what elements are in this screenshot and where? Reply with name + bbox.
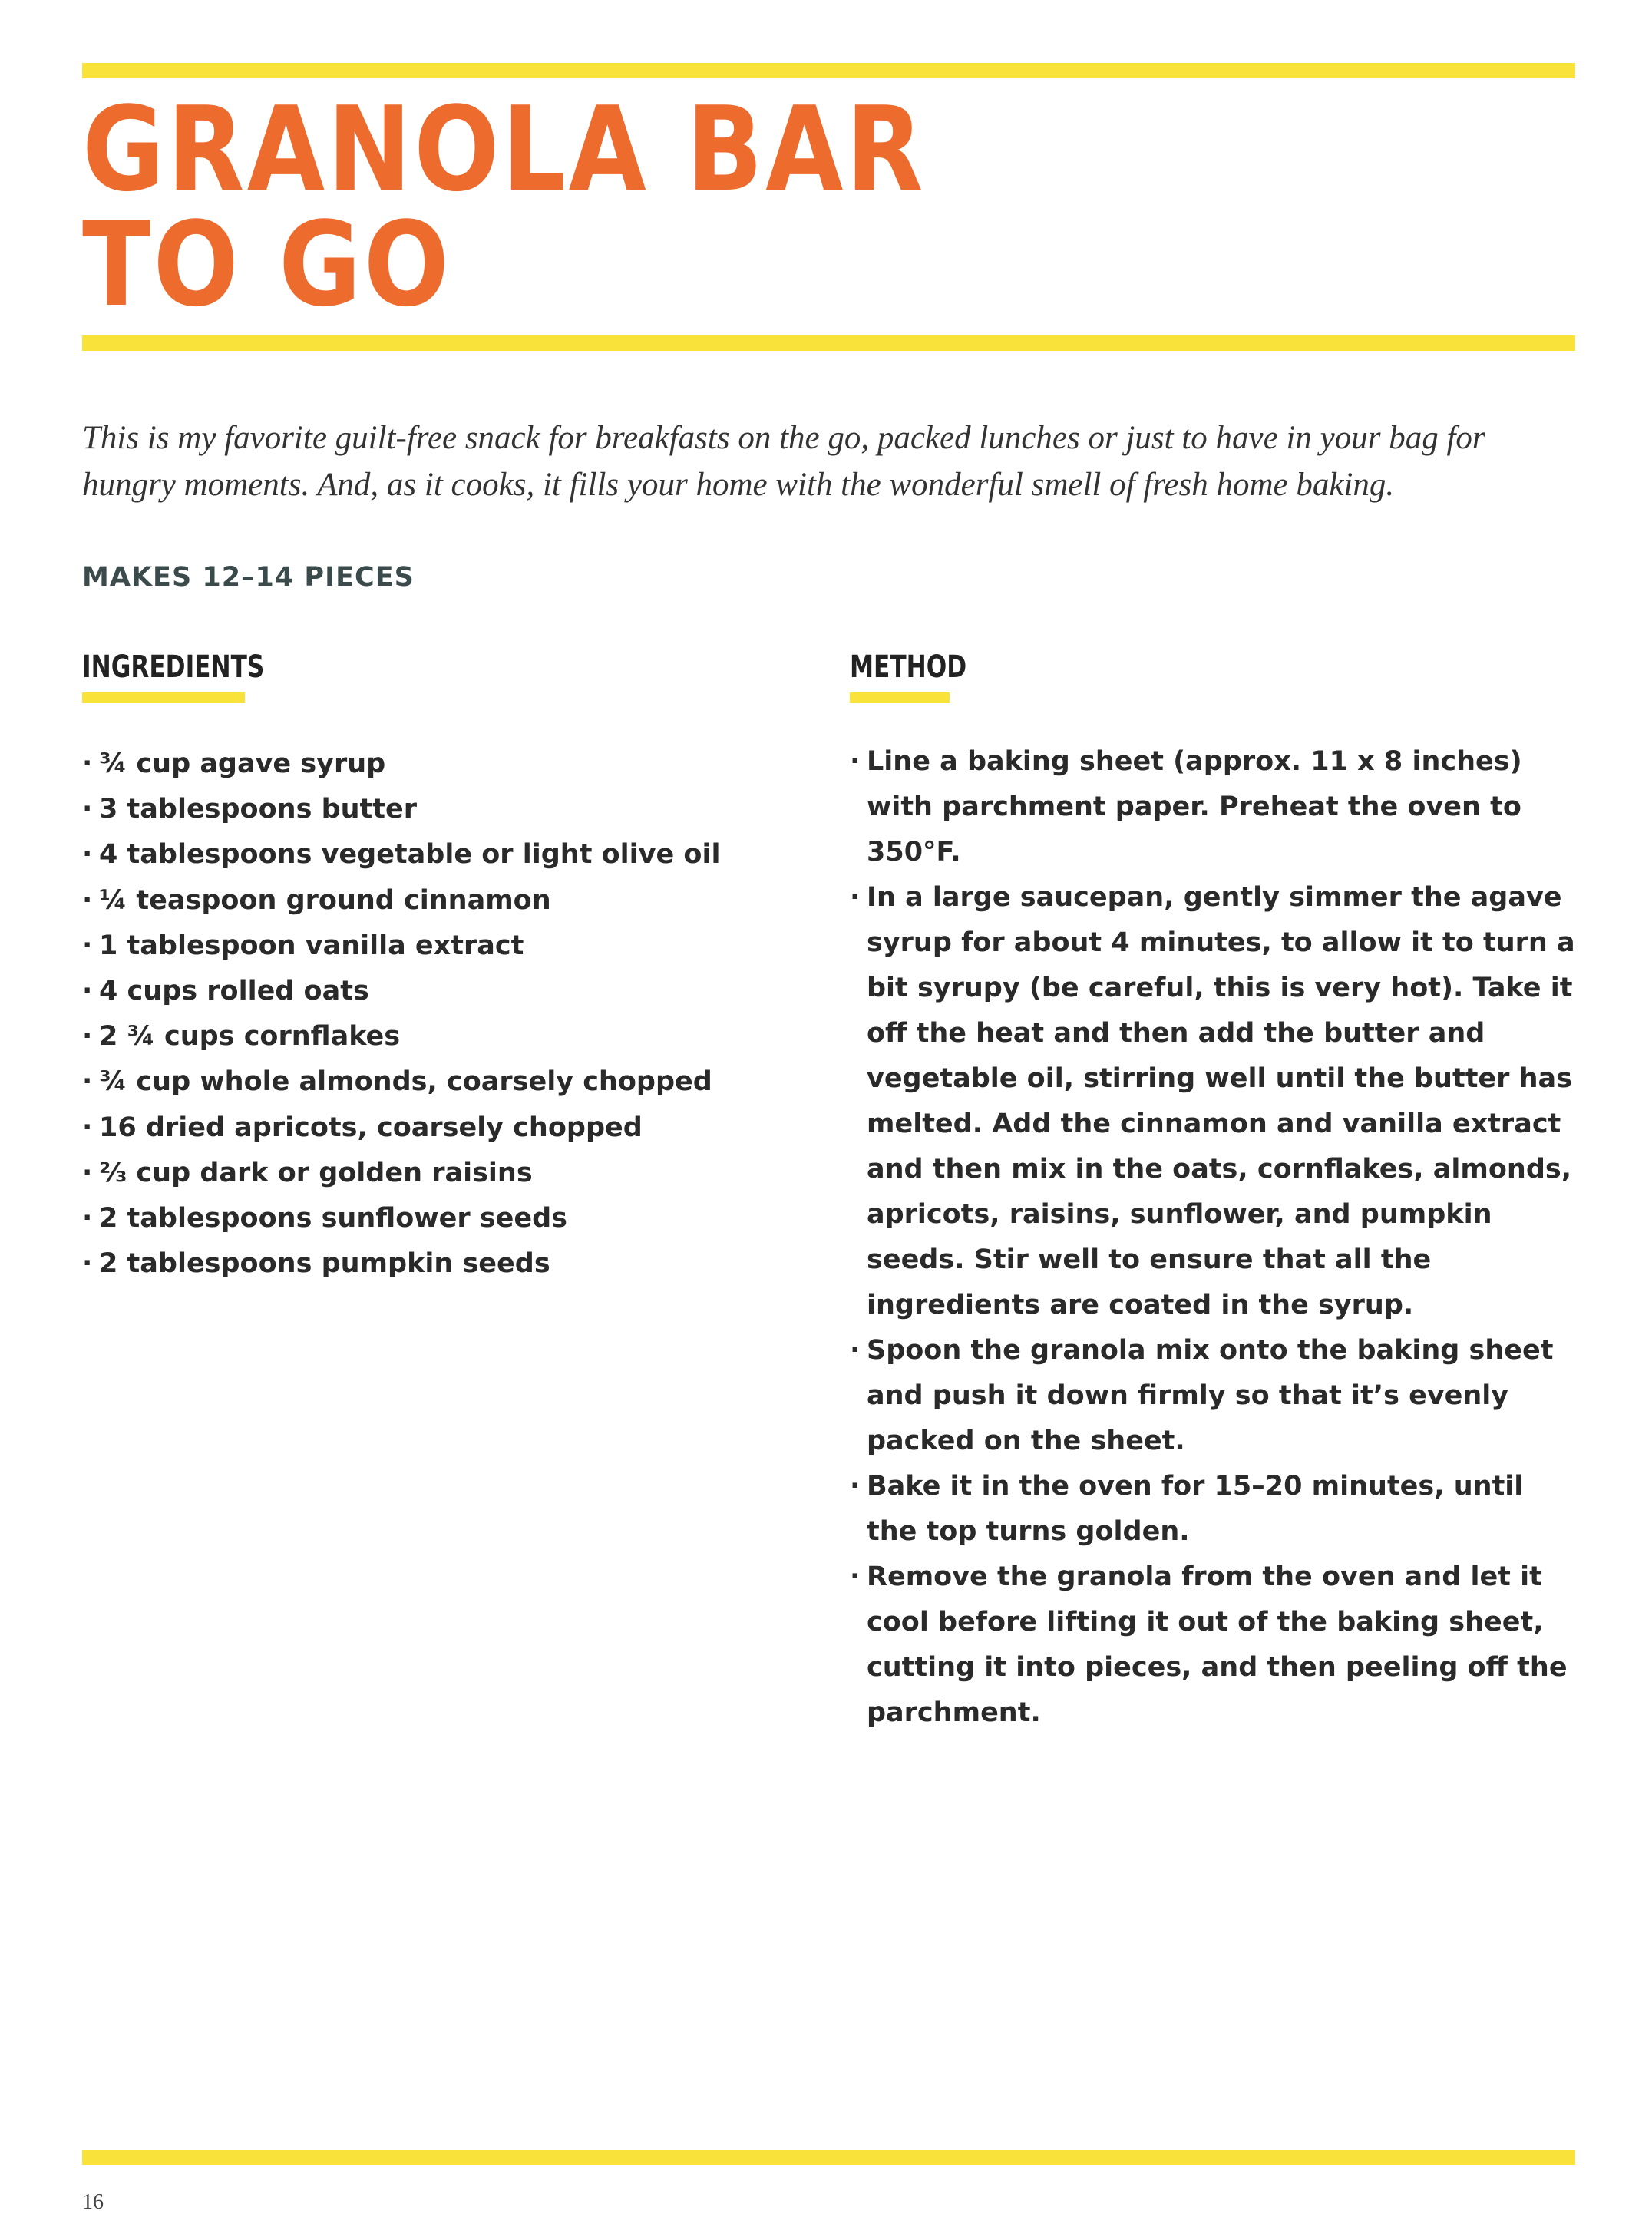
recipe-title: [82, 81, 926, 332]
ingredient-item: · ¼ teaspoon ground cinnamon: [82, 878, 773, 924]
ingredient-item: · 1 tablespoon vanilla extract: [82, 924, 773, 969]
ingredient-item: · 2 tablespoons sunflower seeds: [82, 1196, 773, 1241]
method-step: · Remove the granola from the oven and let it cool before lifting it out of the baking sheet, cutting it into pieces, and then peeling off the parchment.: [850, 1555, 1579, 1736]
method-list: [850, 739, 1579, 1736]
page-number: 16: [82, 2190, 104, 2214]
method-heading: METHOD: [850, 649, 967, 685]
ingredients-list: [82, 742, 773, 1287]
bottom-rule: [82, 2150, 1575, 2165]
recipe-title-line-2: TO GO: [82, 197, 452, 332]
ingredient-item: · 16 dried apricots, coarsely chopped: [82, 1105, 773, 1151]
method-step: · Bake it in the oven for 15–20 minutes, until the top turns golden.: [850, 1464, 1579, 1555]
ingredient-item: · 3 tablespoons butter: [82, 787, 773, 832]
ingredients-heading-underline: [82, 692, 245, 703]
recipe-title-line-1: GRANOLA BAR: [82, 81, 926, 217]
method-heading-underline: [850, 692, 950, 703]
ingredient-item: · ¾ cup agave syrup: [82, 742, 773, 787]
recipe-yield: MAKES 12–14 PIECES: [82, 562, 415, 593]
ingredient-item: · 2 tablespoons pumpkin seeds: [82, 1241, 773, 1287]
ingredient-item: · ¾ cup whole almonds, coarsely chopped: [82, 1059, 773, 1105]
method-step: · Spoon the granola mix onto the baking sheet and push it down firmly so that it’s evenly packed on the sheet.: [850, 1328, 1579, 1464]
ingredient-item: · 2 ¾ cups cornflakes: [82, 1014, 773, 1059]
ingredient-item: · 4 tablespoons vegetable or light olive oil: [82, 832, 773, 877]
method-step: · Line a baking sheet (approx. 11 x 8 inches) with parchment paper. Preheat the oven to 350°F.: [850, 739, 1579, 875]
title-bottom-rule: [82, 335, 1575, 351]
method-step: · In a large saucepan, gently simmer the agave syrup for about 4 minutes, to allow it to turn a bit syrupy (be careful, this is very hot). Take it off the heat and then add the butter and vegetable oil, stirring well until the butter has melted. Add the cinnamon and vanilla extract and then mix in the oats, cornflakes, almonds, apricots, raisins, sunflower, and pumpkin seeds. Stir well to ensure that all the ingredients are coated in the syrup.: [850, 875, 1579, 1328]
ingredient-item: · ⅔ cup dark or golden raisins: [82, 1151, 773, 1196]
ingredient-item: · 4 cups rolled oats: [82, 969, 773, 1014]
recipe-intro: This is my favorite guilt-free snack for breakfasts on the go, packed lunches or just to have in your bag for hungry moments. And, as it cooks, it fills your home with the wonderful smell of fresh home baking.: [82, 420, 1485, 503]
ingredients-heading: INGREDIENTS: [82, 649, 265, 685]
top-rule: [82, 63, 1575, 78]
